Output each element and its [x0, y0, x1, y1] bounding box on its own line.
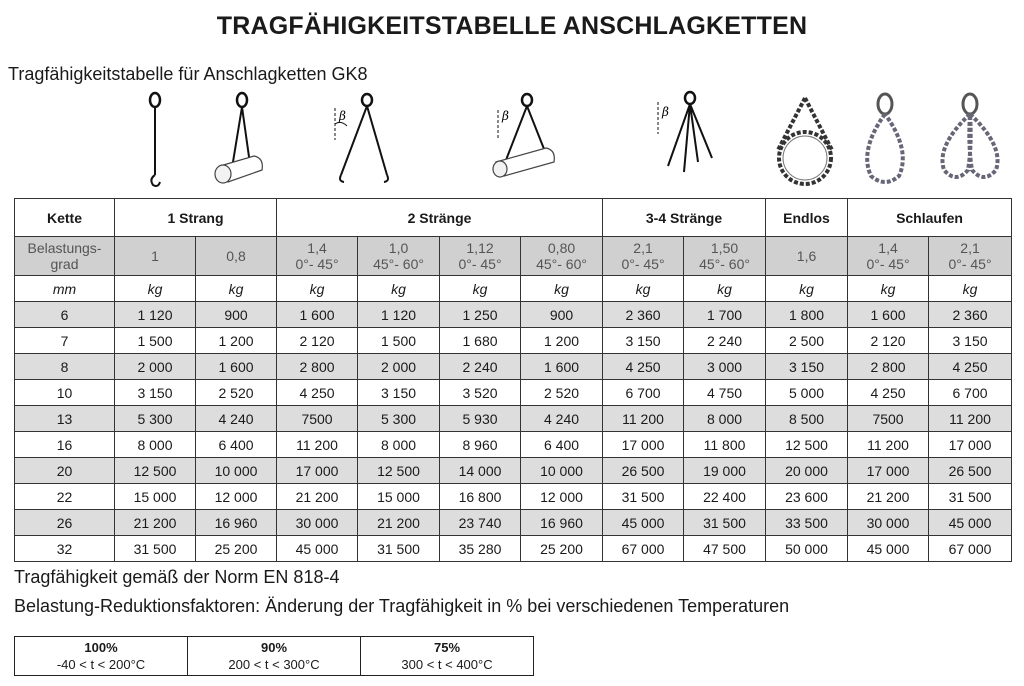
capacity-cell: 4 250	[848, 380, 929, 406]
capacity-cell: 1 120	[115, 302, 196, 328]
capacity-cell: 1 250	[440, 302, 521, 328]
belastung-label: Belastungs- grad	[15, 237, 115, 276]
capacity-cell: 33 500	[766, 510, 848, 536]
belastung-cell: 1,6	[766, 237, 848, 276]
capacity-cell: 2 000	[358, 354, 440, 380]
unit-cell: kg	[277, 276, 358, 302]
capacity-cell: 10 000	[521, 458, 603, 484]
capacity-cell: 1 600	[521, 354, 603, 380]
capacity-cell: 14 000	[440, 458, 521, 484]
capacity-cell: 8 000	[358, 432, 440, 458]
table-row	[15, 354, 1012, 380]
capacity-cell: 3 150	[358, 380, 440, 406]
belastung-cell: 1,0 45°- 60°	[358, 237, 440, 276]
chain-size-cell: 20	[15, 458, 115, 484]
unit-cell: mm	[15, 276, 115, 302]
capacity-cell: 3 150	[929, 328, 1012, 354]
belastung-cell: 1,50 45°- 60°	[684, 237, 766, 276]
chain-size-cell: 22	[15, 484, 115, 510]
unit-cell: kg	[684, 276, 766, 302]
loop-chain-icon	[855, 90, 915, 190]
two-strand-angle-icon	[325, 90, 395, 190]
capacity-cell: 11 200	[929, 406, 1012, 432]
capacity-cell: 6 700	[929, 380, 1012, 406]
capacity-cell: 12 500	[766, 432, 848, 458]
capacity-cell: 16 960	[521, 510, 603, 536]
table-row	[15, 328, 1012, 354]
chain-size-cell: 7	[15, 328, 115, 354]
capacity-cell: 8 960	[440, 432, 521, 458]
capacity-cell: 35 280	[440, 536, 521, 562]
temperature-cell: 90% 200 < t < 300°C	[188, 637, 361, 676]
two-strand-load-icon	[490, 90, 570, 190]
belastung-cell: 0,80 45°- 60°	[521, 237, 603, 276]
capacity-cell: 3 150	[115, 380, 196, 406]
chain-size-cell: 16	[15, 432, 115, 458]
capacity-cell: 12 500	[358, 458, 440, 484]
belastung-row	[15, 237, 1012, 276]
svg-text:β: β	[339, 109, 346, 123]
capacity-cell: 22 400	[684, 484, 766, 510]
table-body	[15, 302, 1012, 562]
capacity-cell: 2 120	[277, 328, 358, 354]
capacity-cell: 31 500	[684, 510, 766, 536]
capacity-cell: 31 500	[358, 536, 440, 562]
endless-chain-icon	[770, 90, 840, 190]
unit-cell: kg	[440, 276, 521, 302]
belastung-cell: 2,1 0°- 45°	[929, 237, 1012, 276]
header-2-straenge: 2 Stränge	[277, 199, 603, 237]
unit-cell: kg	[358, 276, 440, 302]
capacity-cell: 31 500	[115, 536, 196, 562]
capacity-cell: 2 800	[848, 354, 929, 380]
capacity-cell: 11 200	[277, 432, 358, 458]
capacity-cell: 21 200	[115, 510, 196, 536]
unit-cell: kg	[603, 276, 684, 302]
svg-text:β: β	[662, 105, 669, 119]
norm-note: Tragfähigkeit gemäß der Norm EN 818-4	[14, 567, 340, 587]
capacity-cell: 5 300	[115, 406, 196, 432]
capacity-cell: 12 000	[196, 484, 277, 510]
capacity-cell: 7500	[848, 406, 929, 432]
temperature-cell: 75% 300 < t < 400°C	[361, 637, 534, 676]
belastung-cell: 2,1 0°- 45°	[603, 237, 684, 276]
unit-cell: kg	[196, 276, 277, 302]
double-loop-chain-icon	[930, 90, 1010, 190]
capacity-cell: 2 000	[115, 354, 196, 380]
capacity-cell: 5 300	[358, 406, 440, 432]
unit-cell: kg	[929, 276, 1012, 302]
chain-illustrations	[115, 90, 1015, 198]
capacity-cell: 1 680	[440, 328, 521, 354]
capacity-cell: 4 250	[277, 380, 358, 406]
temperature-table	[14, 636, 534, 676]
capacity-cell: 16 800	[440, 484, 521, 510]
reduction-note: Belastung-Reduktionsfaktoren: Änderung der Tragfähigkeit in % bei verschiedenen Temperaturen	[14, 596, 790, 616]
table-row	[15, 380, 1012, 406]
capacity-cell: 25 200	[521, 536, 603, 562]
chain-size-cell: 26	[15, 510, 115, 536]
capacity-cell: 2 520	[521, 380, 603, 406]
capacity-cell: 12 000	[521, 484, 603, 510]
capacity-cell: 2 240	[684, 328, 766, 354]
capacity-cell: 21 200	[848, 484, 929, 510]
capacity-cell: 1 120	[358, 302, 440, 328]
capacity-cell: 3 150	[603, 328, 684, 354]
capacity-cell: 8 000	[115, 432, 196, 458]
belastung-cell: 1	[115, 237, 196, 276]
capacity-cell: 45 000	[603, 510, 684, 536]
chain-size-cell: 8	[15, 354, 115, 380]
capacity-cell: 4 240	[521, 406, 603, 432]
capacity-cell: 2 120	[848, 328, 929, 354]
capacity-cell: 4 750	[684, 380, 766, 406]
capacity-cell: 25 200	[196, 536, 277, 562]
table-row	[15, 458, 1012, 484]
belastung-cell: 1,4 0°- 45°	[277, 237, 358, 276]
capacity-cell: 23 600	[766, 484, 848, 510]
capacity-cell: 8 000	[684, 406, 766, 432]
capacity-cell: 45 000	[929, 510, 1012, 536]
capacity-cell: 6 400	[196, 432, 277, 458]
page-title: TRAGFÄHIGKEITSTABELLE ANSCHLAGKETTEN	[216, 12, 808, 40]
capacity-cell: 5 930	[440, 406, 521, 432]
capacity-cell: 67 000	[929, 536, 1012, 562]
capacity-cell: 7500	[277, 406, 358, 432]
capacity-cell: 10 000	[196, 458, 277, 484]
capacity-cell: 2 240	[440, 354, 521, 380]
capacity-cell: 15 000	[115, 484, 196, 510]
capacity-cell: 21 200	[358, 510, 440, 536]
capacity-cell: 47 500	[684, 536, 766, 562]
capacity-cell: 11 200	[848, 432, 929, 458]
temperature-row	[15, 637, 534, 676]
svg-text:β: β	[502, 109, 509, 123]
capacity-cell: 31 500	[603, 484, 684, 510]
capacity-cell: 6 400	[521, 432, 603, 458]
capacity-cell: 16 960	[196, 510, 277, 536]
capacity-cell: 1 500	[115, 328, 196, 354]
capacity-cell: 19 000	[684, 458, 766, 484]
capacity-cell: 23 740	[440, 510, 521, 536]
capacity-cell: 2 360	[603, 302, 684, 328]
capacity-cell: 50 000	[766, 536, 848, 562]
four-strand-icon	[650, 90, 730, 190]
capacity-cell: 11 200	[603, 406, 684, 432]
chain-size-cell: 10	[15, 380, 115, 406]
capacity-cell: 1 600	[277, 302, 358, 328]
unit-cell: kg	[766, 276, 848, 302]
table-row	[15, 510, 1012, 536]
unit-row	[15, 276, 1012, 302]
capacity-cell: 3 000	[684, 354, 766, 380]
capacity-cell: 1 800	[766, 302, 848, 328]
capacity-cell: 1 500	[358, 328, 440, 354]
unit-cell: kg	[848, 276, 929, 302]
belastung-cell: 1,4 0°- 45°	[848, 237, 929, 276]
unit-cell: kg	[115, 276, 196, 302]
header-endlos: Endlos	[766, 199, 848, 237]
capacity-cell: 15 000	[358, 484, 440, 510]
capacity-cell: 45 000	[277, 536, 358, 562]
capacity-cell: 26 500	[929, 458, 1012, 484]
capacity-cell: 17 000	[929, 432, 1012, 458]
capacity-cell: 17 000	[277, 458, 358, 484]
capacity-cell: 30 000	[848, 510, 929, 536]
capacity-cell: 45 000	[848, 536, 929, 562]
belastung-cell: 0,8	[196, 237, 277, 276]
capacity-cell: 1 200	[196, 328, 277, 354]
table-row	[15, 484, 1012, 510]
capacity-cell: 2 800	[277, 354, 358, 380]
capacity-table	[14, 198, 1012, 562]
capacity-cell: 900	[196, 302, 277, 328]
capacity-cell: 30 000	[277, 510, 358, 536]
capacity-cell: 67 000	[603, 536, 684, 562]
capacity-cell: 31 500	[929, 484, 1012, 510]
capacity-cell: 20 000	[766, 458, 848, 484]
capacity-cell: 17 000	[848, 458, 929, 484]
capacity-cell: 26 500	[603, 458, 684, 484]
table-row	[15, 302, 1012, 328]
capacity-cell: 6 700	[603, 380, 684, 406]
header-kette: Kette	[15, 199, 115, 237]
capacity-cell: 4 250	[929, 354, 1012, 380]
table-row	[15, 406, 1012, 432]
capacity-cell: 5 000	[766, 380, 848, 406]
table-row	[15, 536, 1012, 562]
table-row	[15, 432, 1012, 458]
belastung-cell: 1,12 0°- 45°	[440, 237, 521, 276]
capacity-cell: 8 500	[766, 406, 848, 432]
group-header-row	[15, 199, 1012, 237]
capacity-cell: 2 520	[196, 380, 277, 406]
header-3-4-straenge: 3-4 Stränge	[603, 199, 766, 237]
chain-size-cell: 32	[15, 536, 115, 562]
capacity-cell: 2 360	[929, 302, 1012, 328]
chain-size-cell: 13	[15, 406, 115, 432]
unit-cell: kg	[521, 276, 603, 302]
table-subtitle: Tragfähigkeitstabelle für Anschlagketten GK8	[8, 64, 368, 84]
capacity-cell: 4 240	[196, 406, 277, 432]
capacity-cell: 17 000	[603, 432, 684, 458]
capacity-cell: 4 250	[603, 354, 684, 380]
capacity-cell: 12 500	[115, 458, 196, 484]
capacity-cell: 2 500	[766, 328, 848, 354]
single-strand-icon	[135, 90, 175, 190]
capacity-cell: 11 800	[684, 432, 766, 458]
header-schlaufen: Schlaufen	[848, 199, 1012, 237]
single-strand-choke-icon	[210, 90, 270, 196]
capacity-cell: 1 200	[521, 328, 603, 354]
chain-size-cell: 6	[15, 302, 115, 328]
capacity-cell: 3 150	[766, 354, 848, 380]
capacity-cell: 1 600	[196, 354, 277, 380]
header-1-strang: 1 Strang	[115, 199, 277, 237]
temperature-cell: 100% -40 < t < 200°C	[15, 637, 188, 676]
capacity-cell: 900	[521, 302, 603, 328]
capacity-cell: 3 520	[440, 380, 521, 406]
capacity-cell: 1 600	[848, 302, 929, 328]
capacity-cell: 1 700	[684, 302, 766, 328]
capacity-cell: 21 200	[277, 484, 358, 510]
